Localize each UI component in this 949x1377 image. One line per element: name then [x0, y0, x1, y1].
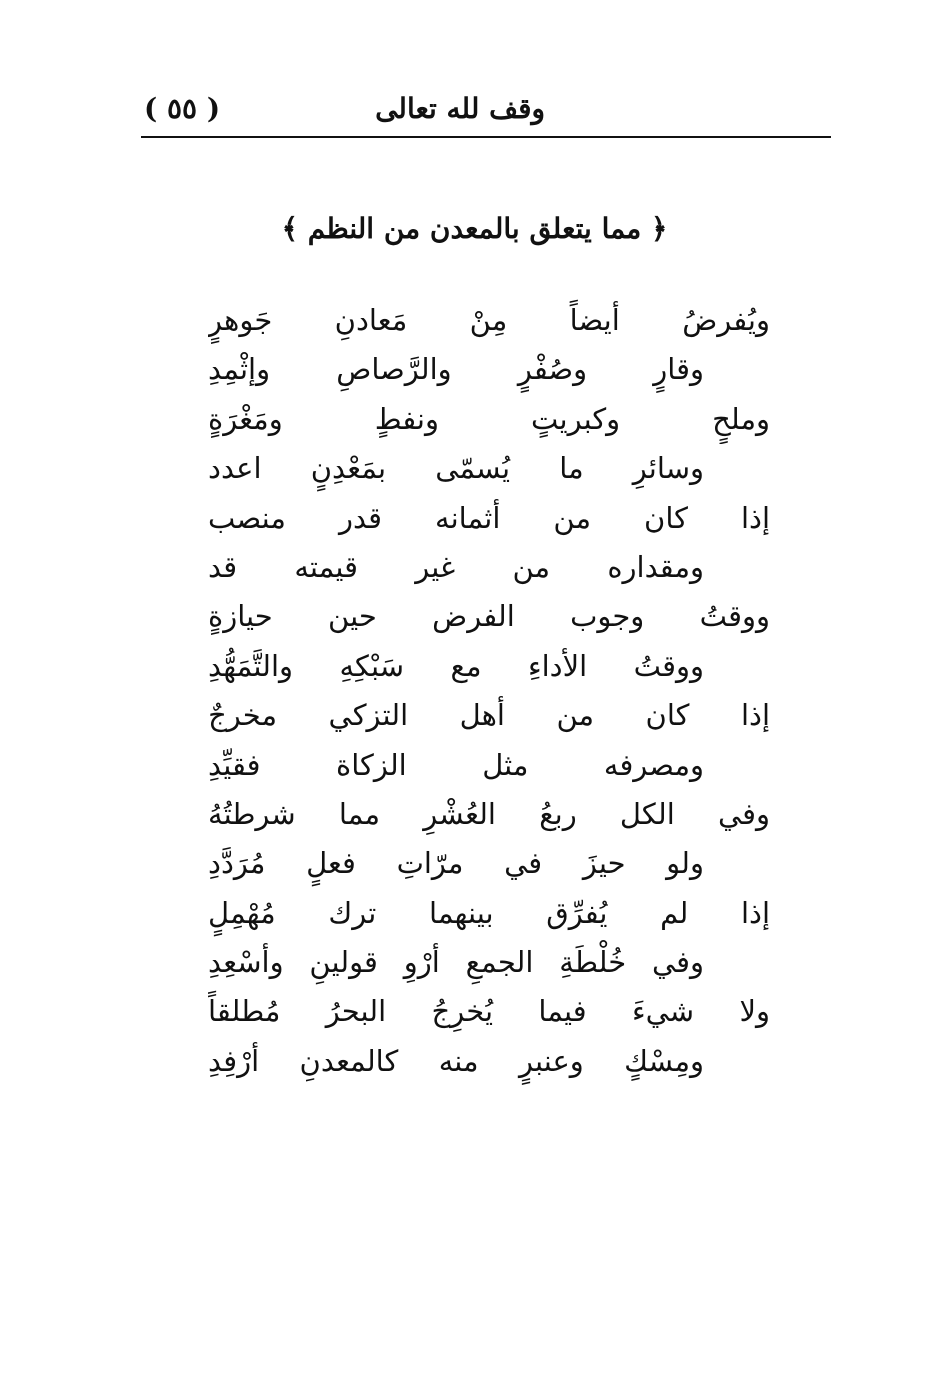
verse-line: ولا شيءَ فيما يُخرِجُ البحرُ مُطلقاً [208, 994, 770, 1029]
verse-line: وسائرِ ما يُسمّى بمَعْدِنٍ اعدد [208, 451, 704, 486]
verse-line: وفي الكل ربعُ العُشْرِ مما شرطتُهُ [208, 796, 770, 831]
verse-line: إذا لم يُفرِّق بينهما ترك مُهْمِلٍ [208, 895, 770, 930]
verse-line: ومقداره من غير قيمته قد [208, 549, 704, 584]
section-title: ﴿ مما يتعلق بالمعدن من النظم ﴾ [281, 212, 668, 245]
verse-line: إذا كان من أهل التزكي مخرجٌ [208, 698, 770, 733]
page-number: ( ٥٥ ) [144, 92, 221, 125]
verse-line: ولو حيزَ في مرّاتِ فعلٍ مُرَدَّدِ [208, 846, 704, 881]
verse-line: وقارٍ وصُفْرٍ والرَّصاصِ وإثْمِدِ [208, 352, 704, 387]
page-header [140, 88, 830, 132]
verse-line: وفي خُلْطَةِ الجمعِ أرْوِ قولينِ وأسْعِدِ [208, 945, 704, 980]
verse-line: ومصرفه مثل الزكاة فقيِّدِ [208, 747, 704, 782]
header-rule [141, 136, 831, 138]
verse-line: ويُفرضُ أيضاً مِنْ مَعادنِ جَوهرٍ [208, 303, 770, 337]
verse-line: ووقتُ الأداءِ مع سَبْكِهِ والتَّمَهُّدِ [208, 648, 704, 683]
verse-line: وملحٍ وكبريتٍ ونفطٍ ومَغْرَةٍ [208, 401, 770, 436]
running-title: وقف لله تعالى [375, 92, 545, 125]
verse-line: ووقتُ وجوب الفرض حين حيازةٍ [208, 599, 770, 634]
verse-line: ومِسْكٍ وعنبرٍ منه كالمعدنِ أرْفِدِ [208, 1043, 704, 1078]
verse-line: إذا كان من أثمانه قدر منصب [208, 500, 770, 535]
poem [208, 296, 770, 1086]
